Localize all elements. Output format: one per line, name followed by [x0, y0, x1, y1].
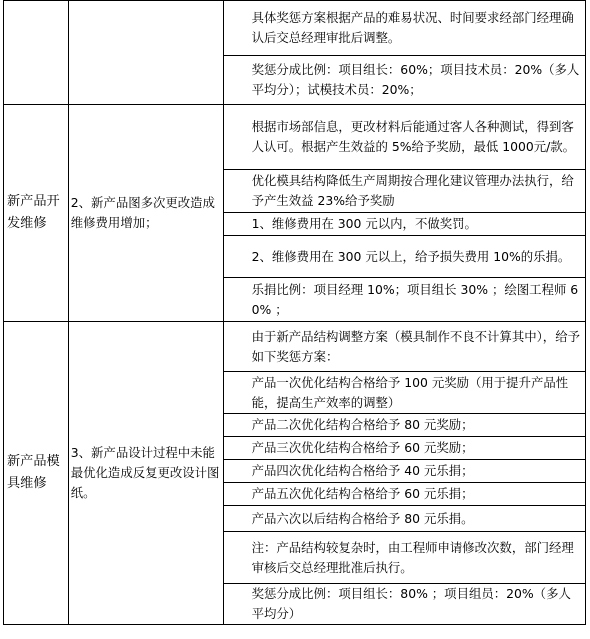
rule-cell: 产品二次优化结构合格给予 80 元奖励；: [223, 414, 585, 437]
issue-cell: 3、新产品设计过程中未能最优化造成反复更改设计图纸。: [68, 322, 223, 625]
rule-cell: 注：产品结构较复杂时，由工程师申请修改次数，部门经理审核后交总经理批准后执行。: [223, 532, 585, 584]
rule-cell: 产品三次优化结构合格给予 60 元奖励；: [223, 437, 585, 460]
table-row: [4, 322, 586, 372]
table-row: [4, 105, 586, 170]
rule-cell: 奖惩分成比例：项目组长：80% ；项目组员：20%（多人平均分）: [223, 584, 585, 625]
rule-cell: 具体奖惩方案根据产品的难易状况、时间要求经部门经理确认后交总经理审批后调整。: [223, 1, 585, 56]
category-cell: 新产品开发维修: [4, 105, 69, 322]
rule-cell: 2、维修费用在 300 元以上，给予损失费用 10%的乐捐。: [223, 236, 585, 278]
rule-cell: 乐捐比例：项目经理 10%；项目组长 30% ；绘图工程师 60% ；: [223, 278, 585, 322]
issue-cell: 2、新产品图多次更改造成维修费用增加；: [68, 105, 223, 322]
category-cell: 新产品模具维修: [4, 322, 69, 625]
rule-cell: 产品四次优化结构合格给予 40 元乐捐；: [223, 460, 585, 483]
rule-cell: 1、维修费用在 300 元以内，不做奖罚。: [223, 213, 585, 236]
category-cell: [4, 1, 69, 105]
rule-cell: 产品五次优化结构合格给予 60 元乐捐；: [223, 483, 585, 506]
rule-cell: 产品一次优化结构合格给予 100 元奖励（用于提升产品性能，提高生产效率的调整）: [223, 372, 585, 414]
reward-penalty-table: [3, 0, 586, 625]
table-row: [4, 1, 586, 56]
issue-cell: [68, 1, 223, 105]
rule-cell: 奖惩分成比例：项目组长：60%；项目技术员：20%（多人平均分）；试模技术员：20%；: [223, 56, 585, 105]
rule-cell: 根据市场部信息，更改材料后能通过客人各种测试，得到客人认可。根据产生效益的 5%给予奖励，最低 1000元/款。: [223, 105, 585, 170]
rule-cell: 优化模具结构降低生产周期按合理化建议管理办法执行，给予产生效益 23%给予奖励: [223, 170, 585, 213]
rule-cell: 产品六次以后结构合格给予 80 元乐捐。: [223, 506, 585, 532]
rule-cell: 由于新产品结构调整方案（模具制作不良不计算其中），给予如下奖惩方案：: [223, 322, 585, 372]
